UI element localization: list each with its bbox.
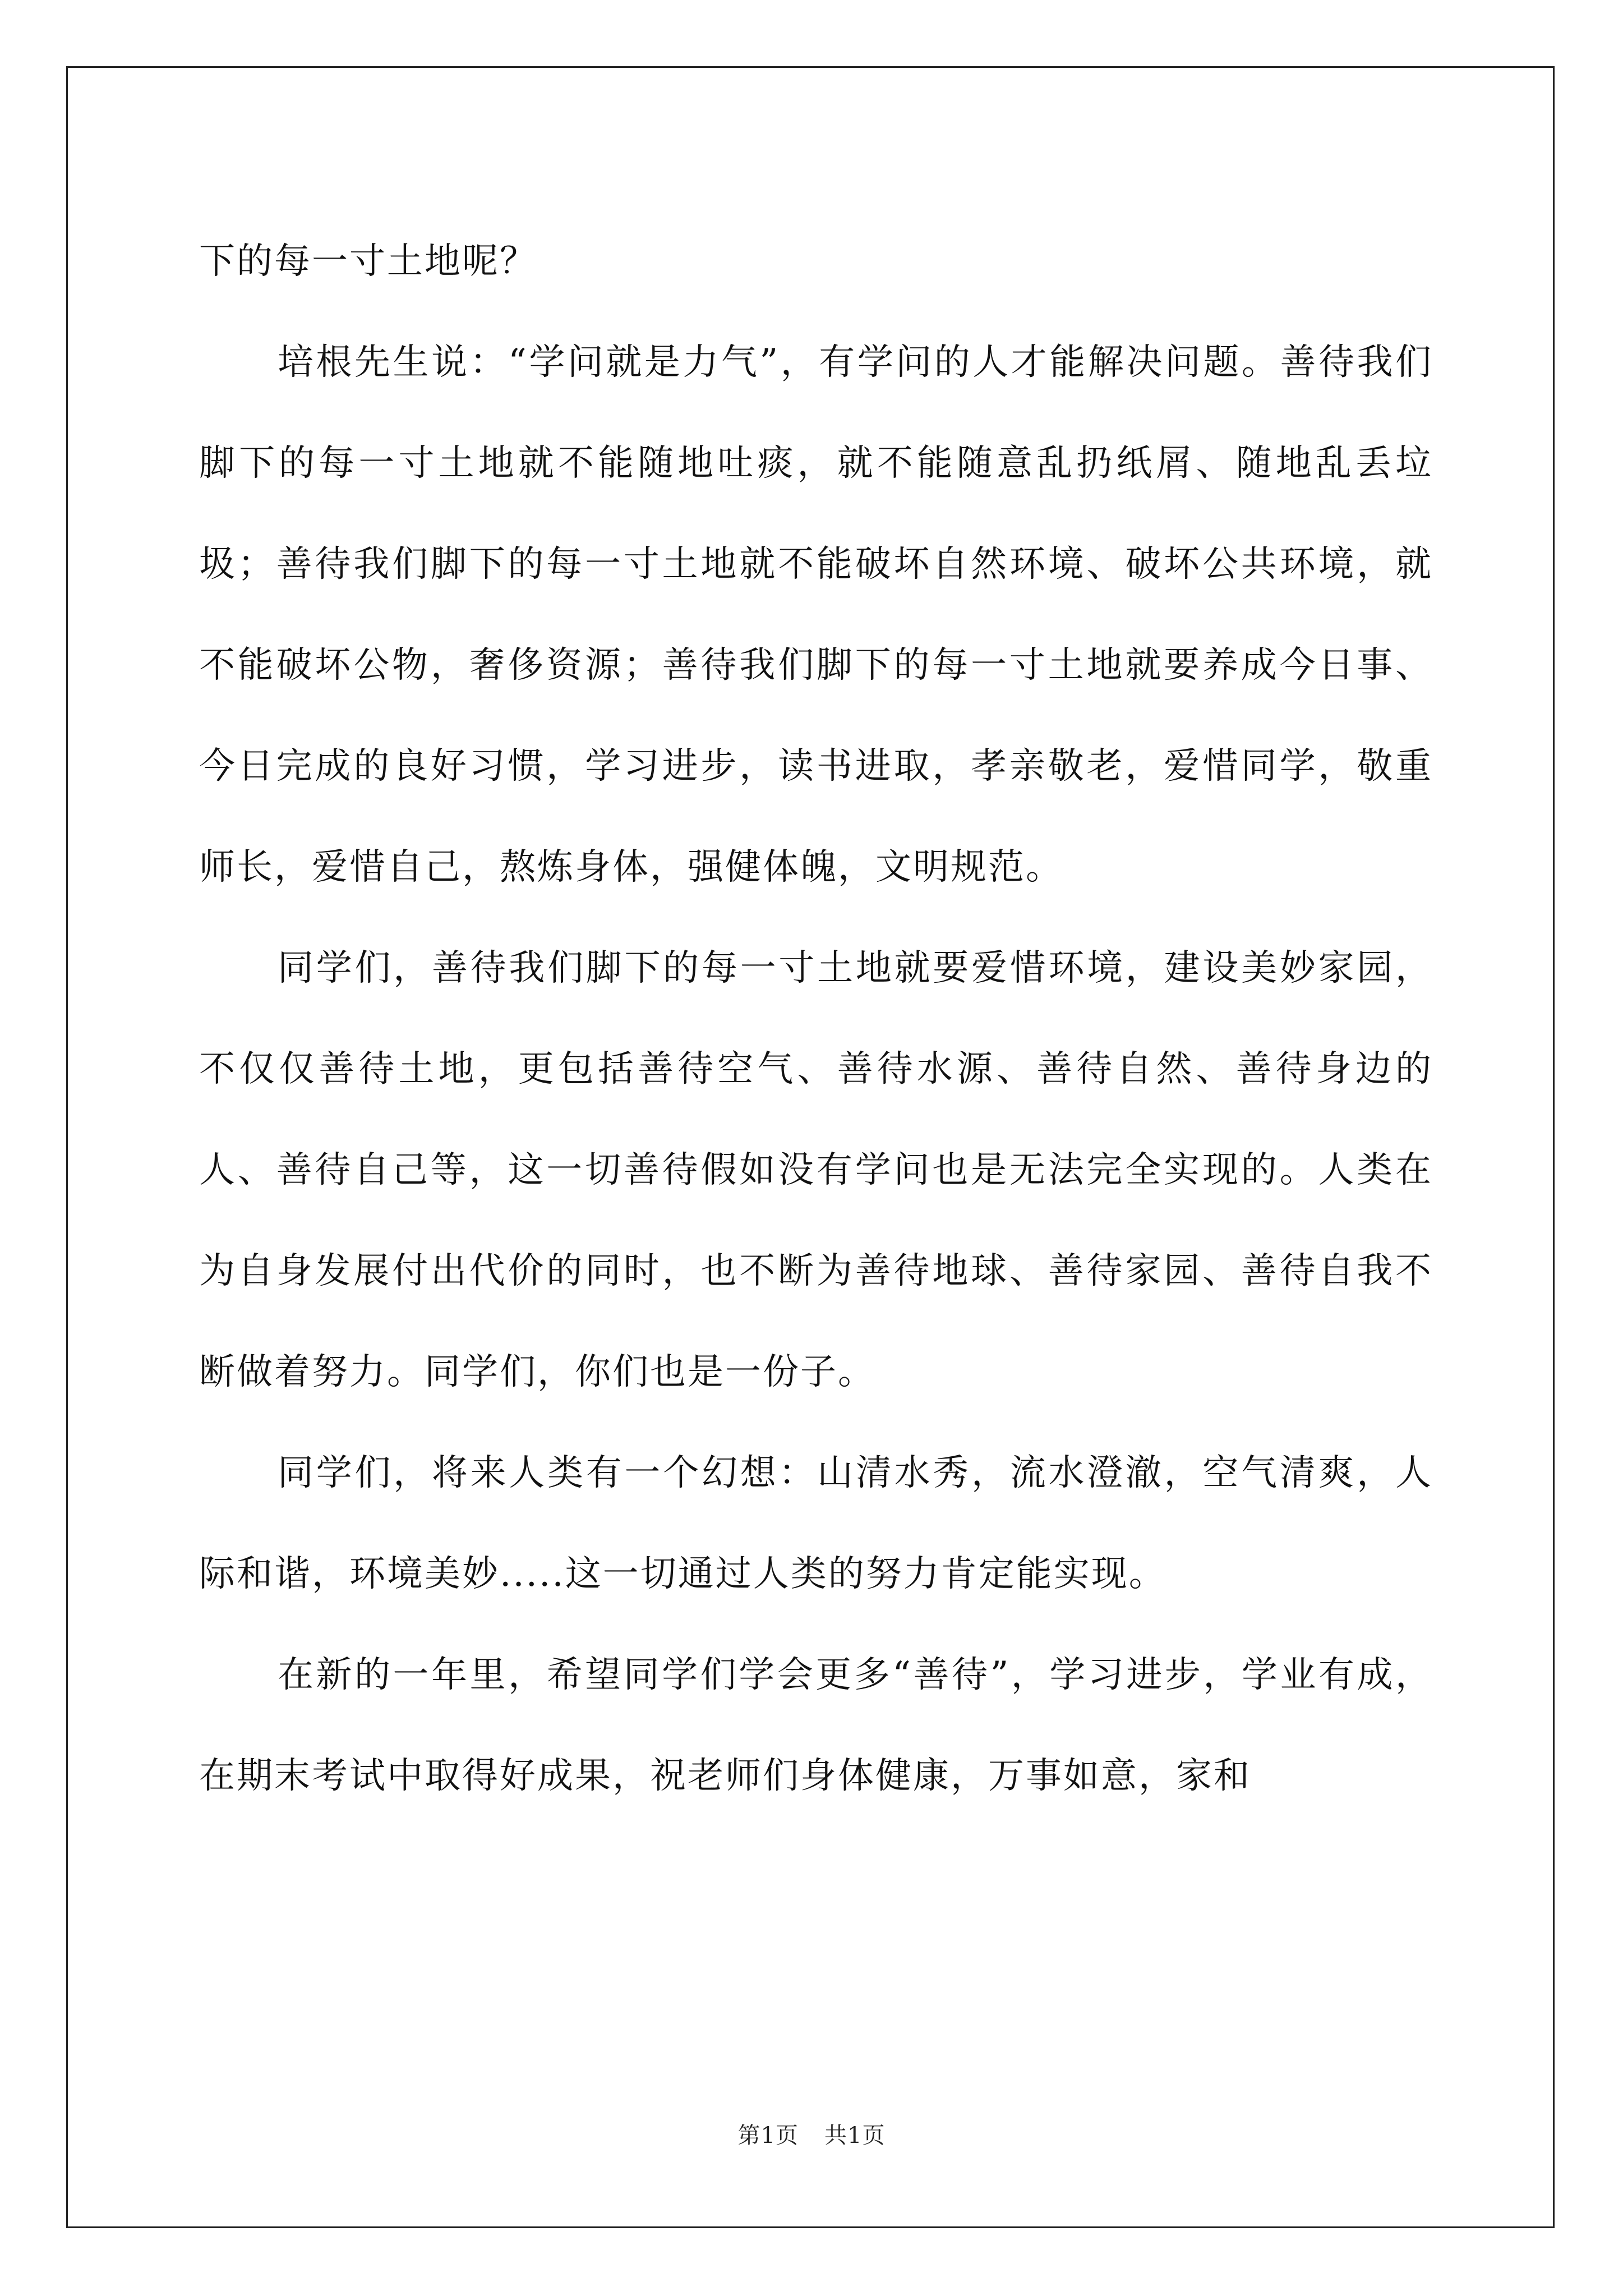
paragraph-2: 培根先生说：“学问就是力气”，有学问的人才能解决问题。善待我们脚下的每一寸土地就不能随地吐痰，就不能随意乱扔纸屑、随地乱丢垃圾；善待我们脚下的每一寸土地就不能破坏自然环境、破坏公共环境，就不能破坏公物，奢侈资源；善待我们脚下的每一寸土地就要养成今日事、今日完成的良好习惯，学习进步，读书进取，孝亲敬老，爱惜同学，敬重师长，爱惜自己，熬炼身体，强健体魄，文明规范。 bbox=[199, 342, 1433, 888]
page-footer bbox=[0, 2118, 1623, 2150]
paragraph-1: 下的每一寸土地呢？ bbox=[199, 241, 537, 282]
paragraph-4: 同学们，将来人类有一个幻想：山清水秀，流水澄澈，空气清爽，人际和谐，环境美妙.....这一切通过人类的努力肯定能实现。 bbox=[199, 1452, 1433, 1595]
page-total: 共1页 bbox=[824, 2123, 886, 2148]
paragraph-3: 同学们，善待我们脚下的每一寸土地就要爱惜环境，建设美妙家园，不仅仅善待土地，更包括善待空气、善待水源、善待自然、善待身边的人、善待自己等，这一切善待假如没有学问也是无法完全实现的。人类在为自身发展付出代价的同时，也不断为善待地球、善待家园、善待自我不断做着努力。同学们，你们也是一份子。 bbox=[199, 947, 1433, 1393]
paragraph-5: 在新的一年里，希望同学们学会更多“善待”，学习进步，学业有成，在期末考试中取得好成果，祝老师们身体健康，万事如意，家和 bbox=[199, 1654, 1433, 1797]
page-number: 第1页 bbox=[737, 2123, 799, 2148]
document-body bbox=[199, 211, 1433, 1826]
